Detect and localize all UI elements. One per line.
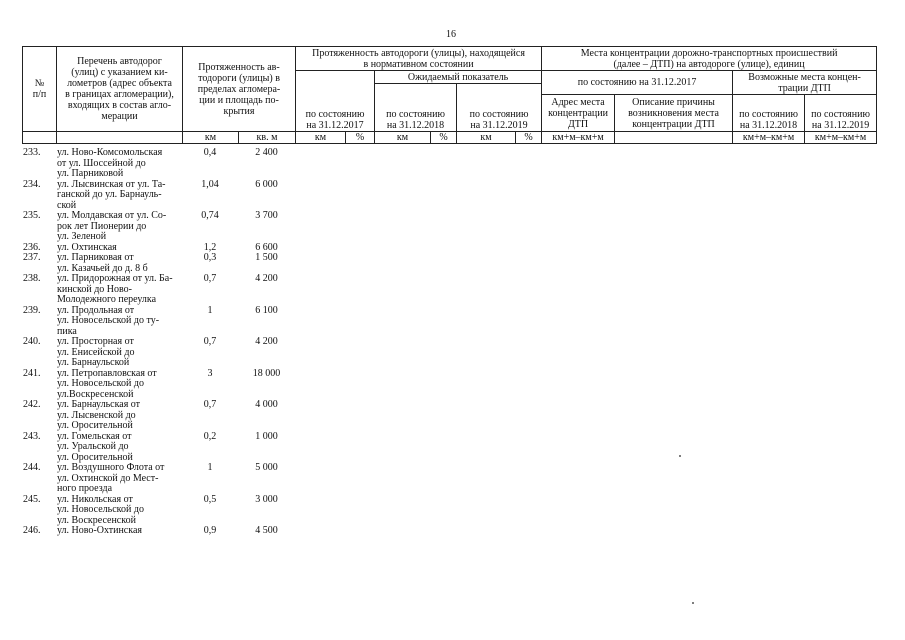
table-row: [22, 400, 295, 432]
row-length-km: 1,04: [201, 178, 219, 190]
row-length-km: 0,74: [201, 210, 219, 221]
row-length-km: 0,2: [203, 430, 217, 442]
row-number: 240.: [23, 336, 41, 347]
row-number: 243.: [23, 430, 41, 442]
row-area-sqm: 6 000: [255, 178, 278, 190]
header-dtp: Места концентрации дорожно-транспортных происшествий (далее – ДТП) на автодороге (улице), единиц: [542, 47, 877, 71]
unit-pct: %: [516, 132, 542, 144]
row-road: ул. Придорожная от ул. Ба- кинской до Ново- Молодежного переулка: [57, 273, 173, 305]
row-road: ул. Гомельская от ул. Уральской до ул. Оросительной: [57, 430, 133, 463]
row-length-km: 1: [207, 462, 213, 473]
row-area-sqm: 6 600: [255, 241, 278, 253]
unit-km: км: [296, 132, 346, 144]
scan-speck: [692, 602, 694, 604]
row-road: ул. Воздушного Флота от ул. Охтинской до Мест- ного проезда: [57, 462, 165, 494]
row-road: ул. Продольная от ул. Новосельской до ту- пика: [57, 304, 160, 337]
table-row: [22, 495, 295, 527]
row-area-sqm: 3 700: [255, 210, 278, 221]
table-row: [22, 306, 295, 338]
row-road: ул. Петропавловская от ул. Новосельской до ул.Воскресенской: [57, 367, 157, 400]
row-area-sqm: 4 500: [255, 525, 278, 536]
scan-speck: [679, 455, 681, 457]
page-number: 16: [446, 29, 456, 40]
unit-sqm: кв. м: [239, 132, 296, 144]
row-number: 236.: [23, 241, 41, 253]
row-number: 235.: [23, 210, 41, 221]
header-roads: Перечень автодорог (улиц) с указанием ки- лометров (адрес объекта в границах агломерации), входящих в состав агло- мерации: [57, 47, 183, 132]
row-number: 241.: [23, 367, 41, 379]
header-state-2017: по состоянию на 31.12.2017: [296, 71, 375, 132]
unit-kmm: км+м–км+м: [542, 132, 615, 144]
row-area-sqm: 4 200: [255, 273, 278, 284]
row-road: ул. Ново-Комсомольская от ул. Шоссейной до ул. Парниковой: [57, 147, 163, 179]
row-length-km: 0,9: [203, 525, 217, 536]
row-length-km: 1: [207, 304, 213, 316]
row-length-km: 1,2: [203, 241, 217, 253]
row-number: 242.: [23, 399, 41, 410]
row-area-sqm: 6 100: [255, 304, 278, 316]
table-header: [22, 46, 877, 144]
row-number: 237.: [23, 252, 41, 263]
table-row: [22, 274, 295, 306]
row-length-km: 0,7: [203, 273, 217, 284]
row-number: 238.: [23, 273, 41, 284]
row-area-sqm: 5 000: [255, 462, 278, 473]
header-dtp-2017: по состоянию на 31.12.2017: [542, 71, 733, 95]
header-num: № п/п: [23, 47, 57, 132]
row-length-km: 3: [207, 367, 213, 379]
row-length-km: 0,3: [203, 252, 217, 263]
table-row: [22, 463, 295, 495]
unit-empty: [615, 132, 733, 144]
header-state-2019: по состоянию на 31.12.2019: [457, 84, 542, 132]
row-road: ул. Просторная от ул. Енисейской до ул. Барнаульской: [57, 336, 135, 368]
road-table-body: [22, 148, 295, 537]
row-number: 239.: [23, 304, 41, 316]
header-dtp-reason: Описание причины возникновения места концентрации ДТП: [615, 95, 733, 132]
row-area-sqm: 1 000: [255, 430, 278, 442]
row-area-sqm: 4 200: [255, 336, 278, 347]
table-row: [22, 253, 295, 274]
row-road: ул. Барнаульская от ул. Лысвенской до ул. Оросительной: [57, 399, 141, 431]
unit-pct: %: [346, 132, 375, 144]
row-number: 234.: [23, 178, 41, 190]
unit-km: км: [375, 132, 431, 144]
row-area-sqm: 3 000: [255, 493, 278, 505]
table-row: [22, 211, 295, 243]
header-dtp-possible: Возможные места концен- трации ДТП: [733, 71, 877, 95]
row-number: 244.: [23, 462, 41, 473]
unit-pct: %: [431, 132, 457, 144]
table-row: [22, 369, 295, 401]
table-row: [22, 526, 295, 537]
header-state-2018: по состоянию на 31.12.2018: [375, 84, 457, 132]
row-road: ул. Лысвинская от ул. Та- ганской до ул. Барнауль- ской: [57, 178, 166, 211]
header-expected: Ожидаемый показатель: [375, 71, 542, 84]
header-length: Протяженность ав- тодороги (улицы) в пределах агломера- ции и площадь по- крытия: [183, 47, 296, 132]
table-row: [22, 432, 295, 464]
unit-kmm: км+м–км+м: [805, 132, 877, 144]
unit-kmm: км+м–км+м: [733, 132, 805, 144]
row-length-km: 0,7: [203, 336, 217, 347]
row-area-sqm: 2 400: [255, 147, 278, 158]
table-row: [22, 180, 295, 212]
header-dtp-2019: по состоянию на 31.12.2019: [805, 95, 877, 132]
unit-km: км: [457, 132, 516, 144]
unit-empty: [23, 132, 57, 144]
row-number: 245.: [23, 493, 41, 505]
row-area-sqm: 18 000: [252, 367, 281, 379]
table-row: [22, 148, 295, 180]
unit-km: км: [183, 132, 239, 144]
row-area-sqm: 4 000: [255, 399, 278, 410]
table-row: [22, 337, 295, 369]
row-length-km: 0,5: [203, 493, 217, 505]
header-normative: Протяженность автодороги (улицы), находящейся в нормативном состоянии: [296, 47, 542, 71]
row-area-sqm: 1 500: [255, 252, 278, 263]
unit-empty: [57, 132, 183, 144]
header-dtp-2018: по состоянию на 31.12.2018: [733, 95, 805, 132]
row-road: ул. Парниковая от ул. Казачьей до д. 8 б: [57, 252, 148, 274]
row-number: 233.: [23, 147, 41, 158]
row-road: ул. Ново-Охтинская: [57, 525, 142, 536]
row-number: 246.: [23, 525, 41, 536]
row-length-km: 0,7: [203, 399, 217, 410]
header-dtp-address: Адрес места концентрации ДТП: [542, 95, 615, 132]
row-road: ул. Охтинская: [57, 241, 117, 253]
row-road: ул. Молдавская от ул. Со- рок лет Пионерии до ул. Зеленой: [57, 210, 167, 242]
row-road: ул. Никольская от ул. Новосельской до ул. Воскресенской: [57, 493, 144, 526]
row-length-km: 0,4: [203, 147, 217, 158]
